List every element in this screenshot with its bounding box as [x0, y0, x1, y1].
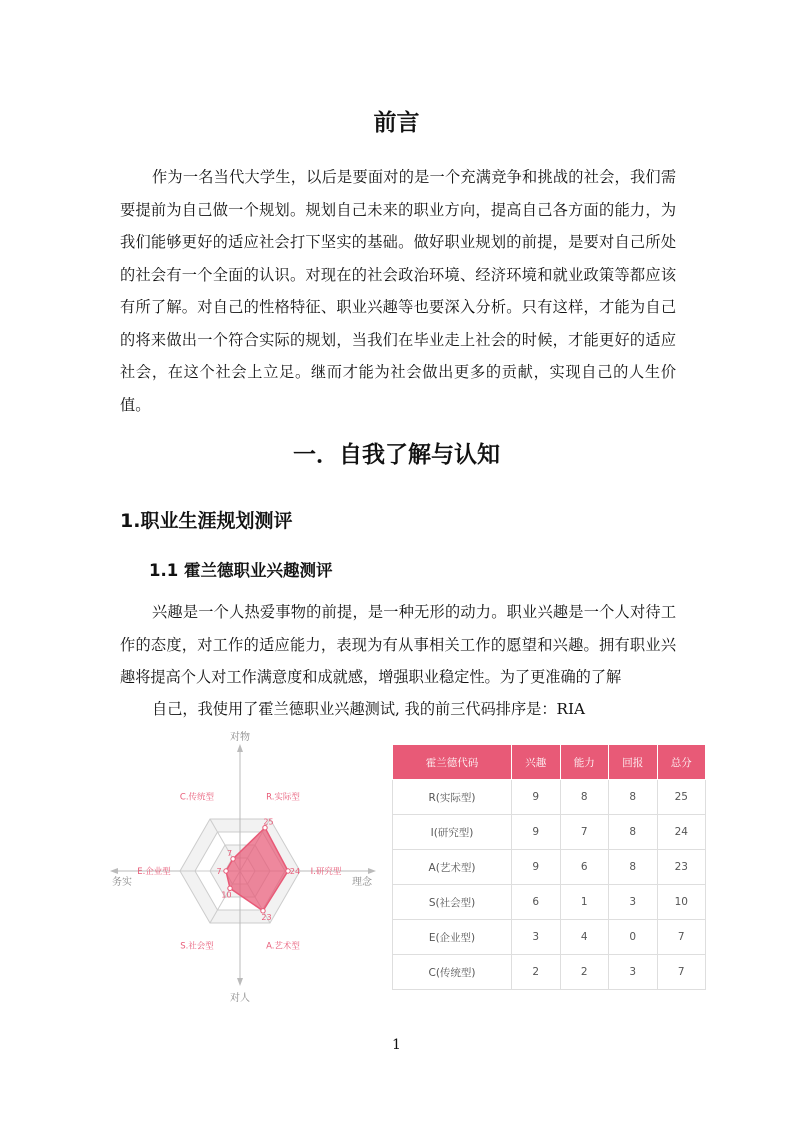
- radar-value-label: 10: [221, 890, 232, 900]
- interest-paragraph-last-line: 自己，我使用了霍兰德职业兴趣测试, 我的前三代码排序是：RIA: [152, 700, 585, 718]
- table-row: [393, 920, 706, 955]
- radar-vertex-label: C.传统型: [179, 792, 215, 803]
- header-ability: 能力: [560, 745, 609, 780]
- cell-total: 25: [657, 780, 706, 815]
- intro-paragraph: 作为一名当代大学生，以后是要面对的是一个充满竞争和挑战的社会，我们需要提前为自己做一个规划。规划自己未来的职业方向，提高自己各方面的能力，为我们能够更好的适应社会打下坚实的基础。做好职业规划的前提，是要对自己所处的社会有一个全面的认识。对现在的社会政治环境、经济环境和就业政策等都应该有所了解。对自己的性格特征、职业兴趣等也要深入分析。只有这样，才能为自己的将来做出一个符合实际的规划，当我们在毕业走上社会的时候，才能更好的适应社会，在这个社会上立足。继而才能为社会做出更多的贡献，实现自己的人生价值。: [120, 168, 676, 414]
- cell-interest: 9: [512, 815, 561, 850]
- cell-reward: 8: [609, 780, 658, 815]
- horizontal-axis-arrow-right: [368, 868, 376, 874]
- axis-label-right: 理念: [352, 877, 372, 888]
- holland-radar-chart: [110, 724, 380, 1008]
- radar-value-label: 25: [263, 817, 274, 827]
- vertical-axis-arrow-down: [237, 978, 243, 986]
- subsection-heading: 1.职业生涯规划测评: [120, 510, 293, 532]
- vertical-axis-arrow-up: [237, 744, 243, 752]
- cell-ability: 8: [560, 780, 609, 815]
- radar-data-point: [224, 869, 228, 873]
- holland-score-table: [392, 744, 706, 990]
- interest-paragraph: 兴趣是一个人热爱事物的前提，是一种无形的动力。职业兴趣是一个人对待工作的态度，对工作的适应能力，表现为有从事相关工作的愿望和兴趣。拥有职业兴趣将提高个人对工作满意度和成就感，增强职业稳定性。为了更准确的了解: [120, 603, 676, 686]
- table-header-row: [393, 745, 706, 780]
- cell-ability: 1: [560, 885, 609, 920]
- radar-vertex-label: S.社会型: [180, 941, 214, 952]
- cell-code: S(社会型): [393, 885, 512, 920]
- radar-vertex-label: E.企业型: [137, 867, 171, 877]
- cell-interest: 9: [512, 780, 561, 815]
- cell-total: 7: [657, 955, 706, 990]
- table-row: [393, 780, 706, 815]
- axis-label-left: 务实: [112, 877, 132, 888]
- radar-value-label: 7: [216, 867, 222, 876]
- table-row: [393, 850, 706, 885]
- cell-reward: 8: [609, 850, 658, 885]
- header-code: 霍兰德代码: [393, 745, 512, 780]
- cell-ability: 2: [560, 955, 609, 990]
- radar-vertex-label: R.实际型: [266, 792, 300, 803]
- axis-label-bottom: 对人: [230, 993, 250, 1004]
- cell-total: 10: [657, 885, 706, 920]
- cell-interest: 6: [512, 885, 561, 920]
- radar-vertex-label: I.研究型: [310, 867, 342, 877]
- cell-interest: 3: [512, 920, 561, 955]
- cell-code: C(传统型): [393, 955, 512, 990]
- cell-interest: 9: [512, 850, 561, 885]
- cell-reward: 0: [609, 920, 658, 955]
- header-interest: 兴趣: [512, 745, 561, 780]
- cell-code: E(企业型): [393, 920, 512, 955]
- axis-label-top: 对物: [230, 732, 250, 743]
- cell-total: 7: [657, 920, 706, 955]
- cell-interest: 2: [512, 955, 561, 990]
- header-total: 总分: [657, 745, 706, 780]
- cell-ability: 4: [560, 920, 609, 955]
- horizontal-axis-arrow-left: [110, 868, 118, 874]
- section-heading: 一．自我了解与认知: [293, 442, 500, 468]
- page-title: 前言: [373, 110, 420, 136]
- cell-code: A(艺术型): [393, 850, 512, 885]
- cell-reward: 8: [609, 815, 658, 850]
- radar-value-label: 23: [261, 912, 272, 922]
- subsubsection-heading: 1.1 霍兰德职业兴趣测评: [149, 561, 333, 580]
- header-reward: 回报: [609, 745, 658, 780]
- radar-value-label: 7: [226, 848, 233, 858]
- cell-ability: 6: [560, 850, 609, 885]
- page-number: 1: [392, 1037, 401, 1053]
- cell-reward: 3: [609, 955, 658, 990]
- radar-value-label: 24: [289, 867, 301, 876]
- table-row: [393, 955, 706, 990]
- cell-reward: 3: [609, 885, 658, 920]
- cell-ability: 7: [560, 815, 609, 850]
- table-row: [393, 815, 706, 850]
- cell-code: I(研究型): [393, 815, 512, 850]
- cell-total: 23: [657, 850, 706, 885]
- cell-code: R(实际型): [393, 780, 512, 815]
- table-row: [393, 885, 706, 920]
- cell-total: 24: [657, 815, 706, 850]
- radar-vertex-label: A.艺术型: [266, 941, 300, 952]
